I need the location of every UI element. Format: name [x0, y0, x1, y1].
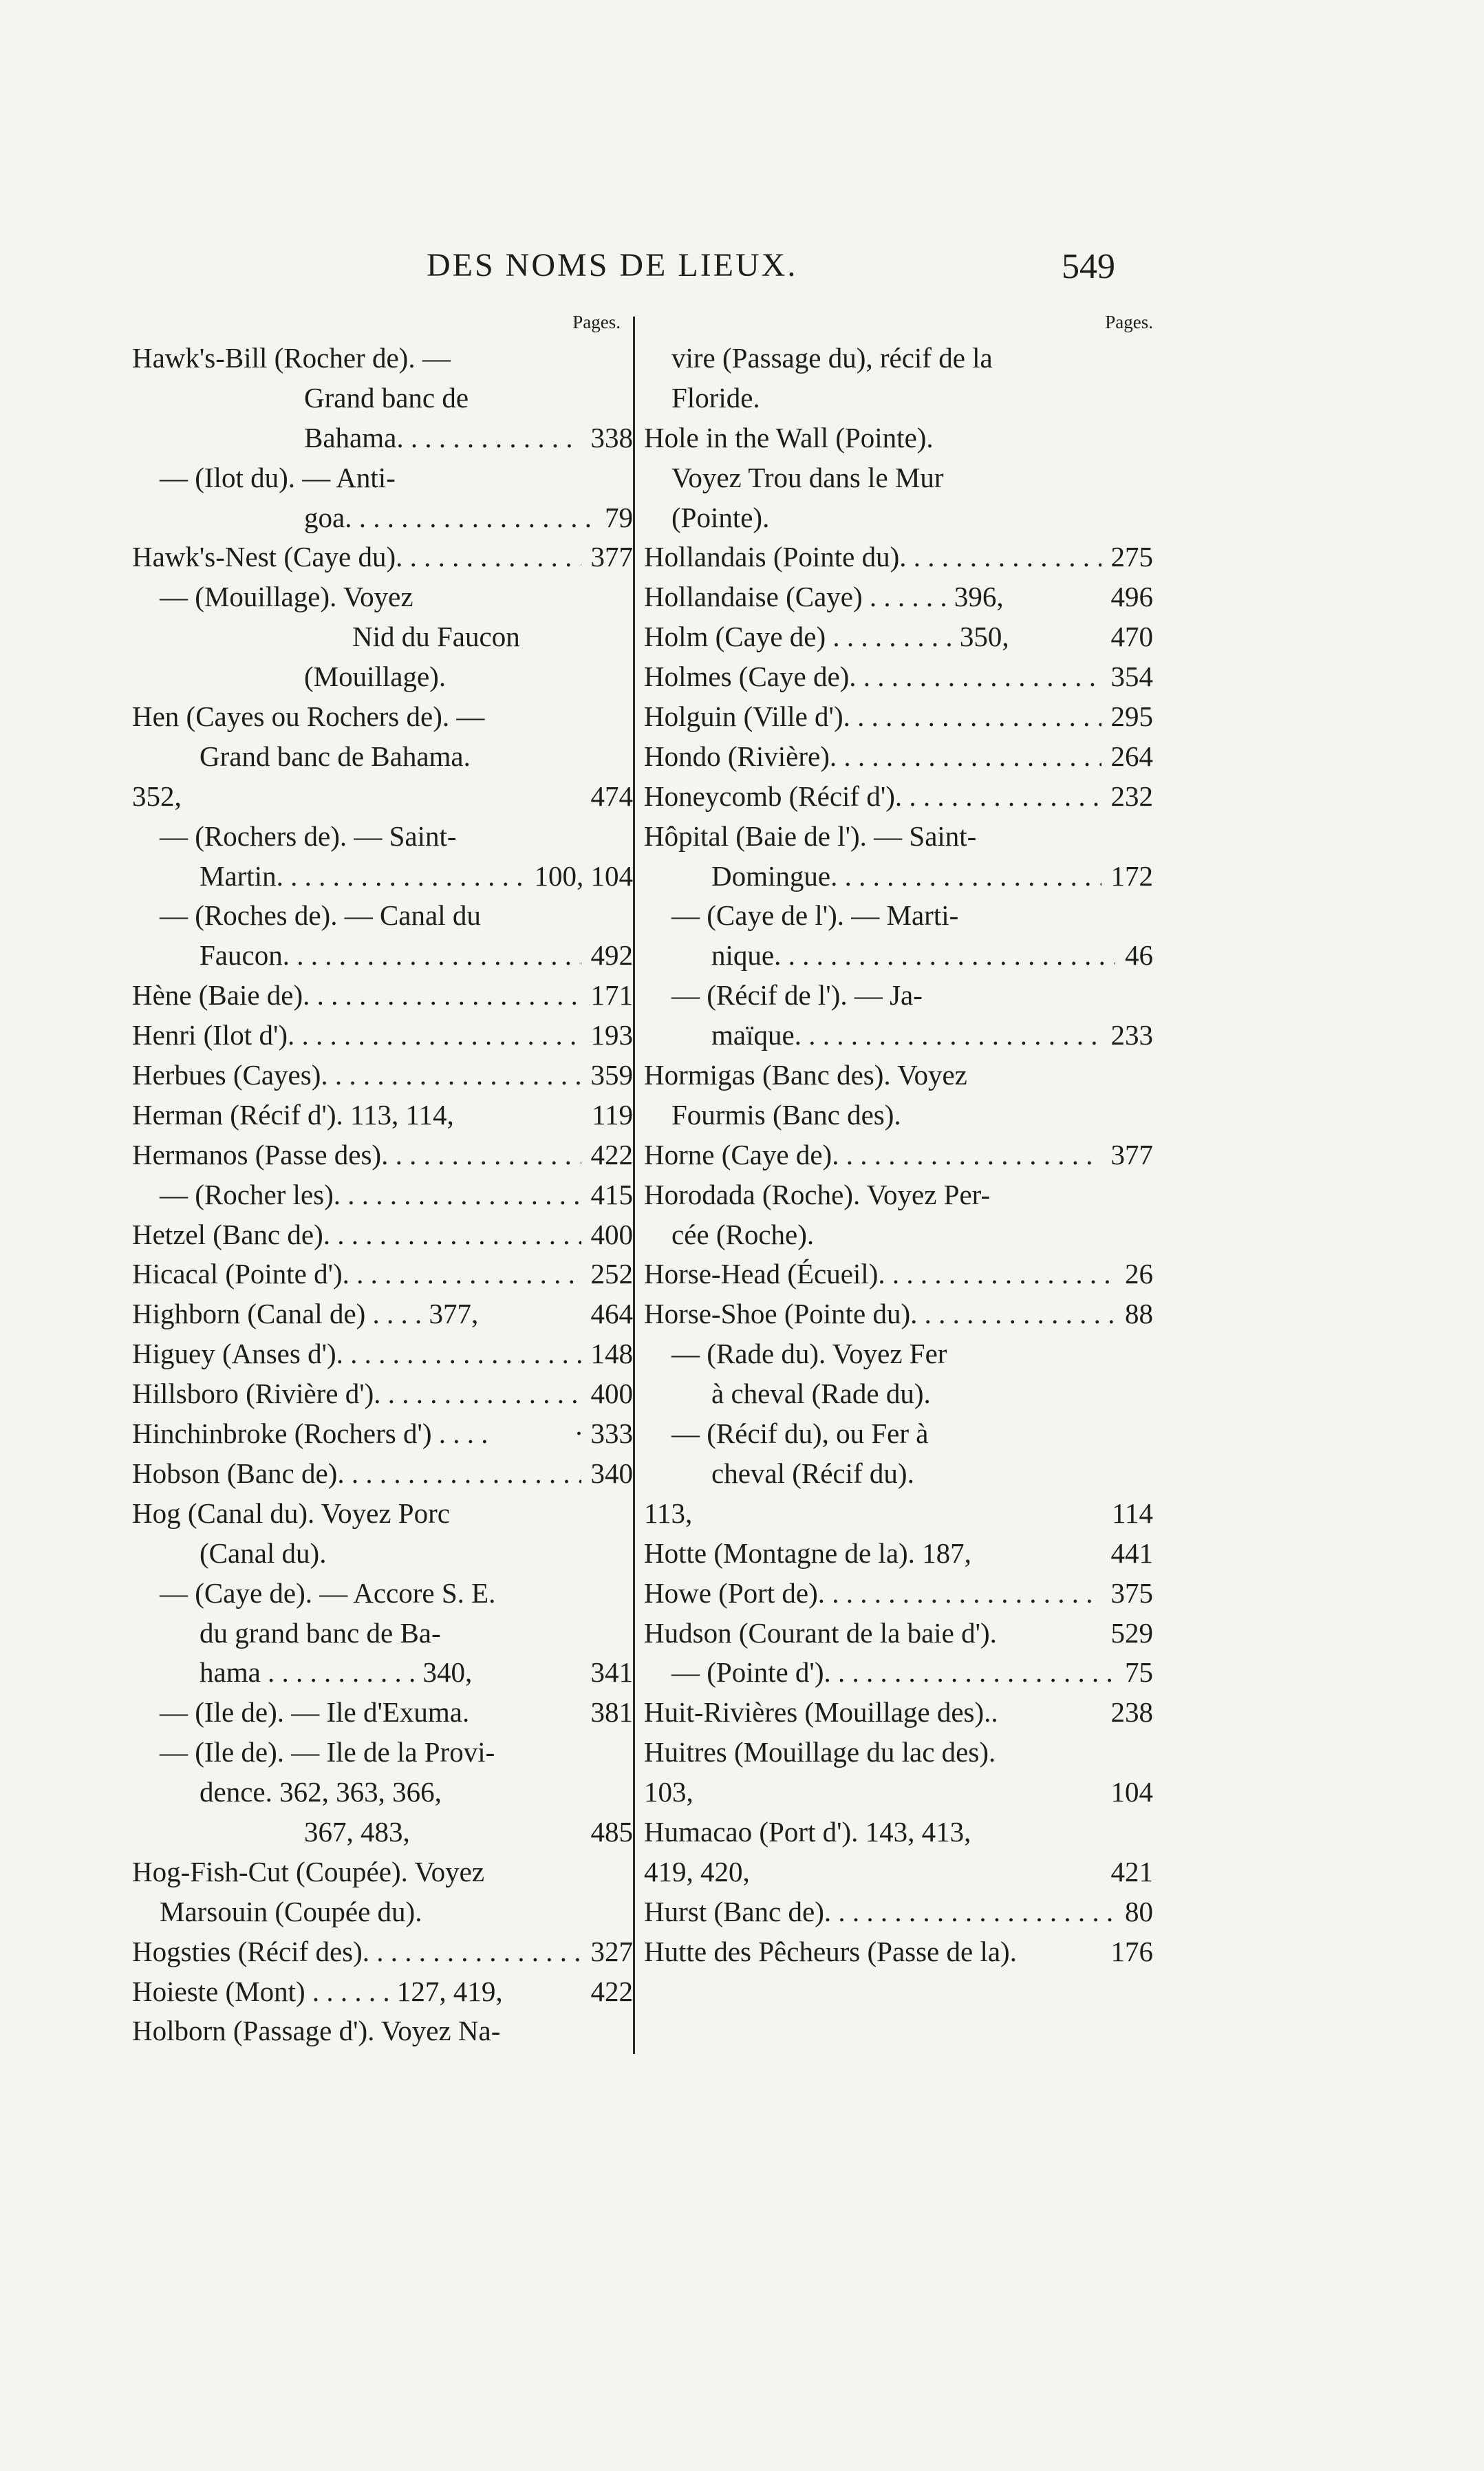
entry-page: 492 [590, 939, 633, 972]
entry-text: Hawk's-Bill (Rocher de). — [132, 342, 451, 374]
index-entry [644, 458, 1153, 498]
index-entry [132, 1653, 633, 1693]
index-entry [132, 1414, 633, 1454]
index-entry [132, 1693, 633, 1733]
index-entry [132, 418, 633, 458]
entry-text: Grand banc de Bahama. [200, 740, 471, 772]
entry-page: 148 [590, 1338, 633, 1370]
entry-text: Hudson (Courant de la baie d'). [644, 1616, 997, 1649]
entry-page: 474 [590, 780, 633, 812]
entry-page: 421 [1110, 1855, 1153, 1887]
entry-text: Hog (Canal du). Voyez Porc [132, 1497, 450, 1529]
index-entry [644, 777, 1153, 817]
index-entry [132, 817, 633, 857]
dot-leader [830, 857, 1101, 897]
index-entry [644, 1574, 1153, 1614]
index-entry [132, 1254, 633, 1294]
dot-leader [277, 857, 525, 897]
entry-text: Nid du Faucon [352, 621, 520, 653]
entry-text: Hog-Fish-Cut (Coupée). Voyez [132, 1855, 485, 1887]
entry-text: 367, 483, [304, 1815, 410, 1848]
entry-text: — (Ilot du). — Anti- [160, 461, 396, 493]
entry-text: Hetzel (Banc de) [132, 1218, 323, 1250]
index-entry [132, 896, 633, 936]
entry-text: — (Roches de). — Canal du [160, 899, 481, 932]
entry-text: Horse-Head (Écueil) [644, 1258, 879, 1290]
dot-leader [374, 1374, 581, 1414]
entry-text: Martin [200, 859, 277, 892]
entry-text: nique [711, 939, 775, 972]
dot-leader [824, 1892, 1115, 1932]
entry-page: 375 [1110, 1576, 1153, 1609]
entry-text: Hotte (Montagne de la). 187, [644, 1537, 971, 1569]
index-entry [132, 498, 633, 538]
index-entry [644, 1534, 1153, 1574]
entry-page: 232 [1110, 780, 1153, 812]
entry-page: 233 [1110, 1019, 1153, 1051]
dot-leader [283, 936, 581, 976]
index-entry [644, 1733, 1153, 1773]
entry-text: Holmes (Caye de) [644, 661, 850, 693]
index-entry [644, 857, 1153, 897]
entry-text: Fourmis (Banc des). [671, 1098, 901, 1131]
index-entry [132, 1374, 633, 1414]
index-entry [644, 1254, 1153, 1294]
entry-text: Higuey (Anses d') [132, 1338, 336, 1370]
entry-page: 415 [590, 1178, 633, 1210]
index-entry [644, 1016, 1153, 1056]
entry-text: Hicacal (Pointe d') [132, 1258, 343, 1290]
entry-text: maïque [711, 1019, 795, 1051]
entry-text: 352, [132, 780, 182, 812]
entry-text: vire (Passage du), récif de la [671, 342, 993, 374]
entry-text: Bahama [304, 421, 397, 453]
entry-page: 340 [590, 1457, 633, 1489]
entry-text: Hutte des Pêcheurs (Passe de la). [644, 1935, 1017, 1967]
index-entry [644, 418, 1153, 458]
entry-page: 104 [1110, 1776, 1153, 1808]
entry-text: Highborn (Canal de) . . . . 377, [132, 1298, 479, 1330]
left-column [132, 308, 633, 2051]
index-entry [132, 1932, 633, 1972]
entry-text: — (Pointe d') [671, 1656, 824, 1689]
index-entry [132, 1773, 633, 1812]
entry-text: (Pointe). [671, 501, 770, 533]
index-entry [132, 1614, 633, 1654]
entry-page: 359 [590, 1059, 633, 1091]
entry-page: 470 [1110, 621, 1153, 653]
entry-page: 529 [1110, 1616, 1153, 1649]
dot-leader [323, 1215, 581, 1255]
dot-leader [824, 1653, 1115, 1693]
index-entry [132, 936, 633, 976]
index-entry [132, 577, 633, 617]
entry-text: Hoieste (Mont) . . . . . . 127, 419, [132, 1975, 503, 2007]
entry-page: 400 [590, 1218, 633, 1250]
index-entry [132, 697, 633, 737]
entry-page: 381 [590, 1696, 633, 1729]
entry-page: 341 [590, 1656, 633, 1689]
index-entry [132, 1852, 633, 1892]
pages-heading-left [132, 308, 633, 339]
entry-text: Faucon [200, 939, 283, 972]
entry-page: 119 [592, 1098, 633, 1131]
entry-text: Hole in the Wall (Pointe). [644, 421, 934, 453]
index-entry [132, 1733, 633, 1773]
index-entry [132, 1574, 633, 1614]
index-entry [132, 777, 633, 817]
index-entry [644, 976, 1153, 1016]
entry-text: Hène (Baie de) [132, 979, 303, 1012]
index-entry [644, 1135, 1153, 1175]
entry-text: Hondo (Rivière) [644, 740, 830, 772]
entry-text: — (Rocher les) [160, 1178, 334, 1210]
entry-text: Hermanos (Passe des) [132, 1138, 382, 1170]
index-entry [644, 577, 1153, 617]
entry-page: 172 [1110, 859, 1153, 892]
dot-leader [899, 537, 1101, 577]
entry-text: Huitres (Mouillage du lac des). [644, 1736, 996, 1768]
entry-text: Holborn (Passage d'). Voyez Na- [132, 2015, 501, 2047]
column-divider [633, 317, 635, 2054]
index-entry [644, 817, 1153, 857]
index-entry [132, 617, 633, 657]
entry-text: Herman (Récif d'). 113, 114, [132, 1098, 454, 1131]
index-entry [132, 1892, 633, 1932]
entry-text: dence. 362, 363, 366, [200, 1776, 442, 1808]
entry-text: Hawk's-Nest (Caye du) [132, 541, 396, 573]
entry-text: Marsouin (Coupée du). [160, 1895, 422, 1927]
entry-page: 100, 104 [534, 859, 633, 892]
entry-text: hama . . . . . . . . . . . 340, [200, 1656, 473, 1689]
dot-leader [795, 1016, 1101, 1056]
index-entry [644, 1494, 1153, 1534]
index-entry [644, 657, 1153, 697]
entry-text: — (Récif de l'). — Ja- [671, 979, 923, 1012]
index-entry [132, 1812, 633, 1852]
entry-page: 496 [1110, 581, 1153, 613]
index-entry [644, 1812, 1153, 1852]
entry-page: 252 [590, 1258, 633, 1290]
entry-text: Horne (Caye de) [644, 1138, 832, 1170]
entry-text: Hollandais (Pointe du) [644, 541, 900, 573]
dot-leader [774, 936, 1115, 976]
entry-text: — (Récif du), ou Fer à [671, 1418, 929, 1450]
entry-page: 327 [590, 1935, 633, 1967]
entry-text: (Canal du). [200, 1537, 327, 1569]
entry-page: 464 [590, 1298, 633, 1330]
index-entry [132, 537, 633, 577]
pages-label: Pages. [572, 312, 621, 332]
entry-text: Hobson (Banc de) [132, 1457, 338, 1489]
dot-leader [343, 1254, 581, 1294]
pages-label: Pages. [1105, 312, 1153, 332]
entry-text: goa [304, 501, 345, 533]
entry-page: 275 [1110, 541, 1153, 573]
index-entry [644, 1892, 1153, 1932]
index-entry [132, 1016, 633, 1056]
entry-page: 338 [590, 421, 633, 453]
dot-leader [396, 537, 581, 577]
index-entry [132, 1334, 633, 1374]
entry-text: Honeycomb (Récif d') [644, 780, 895, 812]
dot-leader [381, 1135, 581, 1175]
entry-text: Hen (Cayes ou Rochers de). — [132, 700, 485, 733]
entry-text: (Mouillage). [304, 661, 447, 693]
entry-text: — (Ile de). — Ile d'Exuma. [160, 1696, 470, 1729]
entry-text: cée (Roche). [671, 1218, 815, 1250]
entry-page: 377 [1110, 1138, 1153, 1170]
index-entry [644, 1215, 1153, 1255]
dot-leader [321, 1056, 581, 1095]
entry-page: 422 [590, 1975, 633, 2007]
entry-page: 79 [605, 501, 633, 533]
dot-leader [337, 1454, 581, 1494]
entry-page: 176 [1110, 1935, 1153, 1967]
index-entry [644, 1614, 1153, 1654]
entry-page: 485 [590, 1815, 633, 1848]
dot-leader [832, 1135, 1101, 1175]
entry-page: 88 [1125, 1298, 1153, 1330]
entry-text: Hormigas (Banc des). Voyez [644, 1059, 967, 1091]
dot-leader [830, 737, 1101, 777]
dot-leader [303, 976, 581, 1016]
index-entry [132, 657, 633, 697]
entry-text: 113, [644, 1497, 693, 1529]
index-entry [132, 1135, 633, 1175]
index-entry [644, 1294, 1153, 1334]
entry-text: Hinchinbroke (Rochers d') . . . . [132, 1418, 488, 1450]
entry-text: Henri (Ilot d') [132, 1019, 288, 1051]
entry-text: Horse-Shoe (Pointe du) [644, 1298, 911, 1330]
index-entry [644, 737, 1153, 777]
entry-text: Humacao (Port d'). 143, 413, [644, 1815, 971, 1848]
pages-heading-right [644, 308, 1153, 339]
index-entry [644, 1374, 1153, 1414]
entry-text: — (Rochers de). — Saint- [160, 820, 457, 852]
index-entry [132, 1534, 633, 1574]
entry-page: 171 [590, 979, 633, 1012]
index-entry [644, 1414, 1153, 1454]
page-header [0, 246, 1484, 295]
entry-text: Horodada (Roche). Voyez Per- [644, 1178, 991, 1210]
index-entry [132, 737, 633, 777]
dot-leader [363, 1932, 581, 1972]
index-entry [644, 697, 1153, 737]
entry-text: Huit-Rivières (Mouillage des).. [644, 1696, 998, 1729]
entry-page: 441 [1110, 1537, 1153, 1569]
index-entry [132, 1095, 633, 1135]
entry-text: à cheval (Rade du). [711, 1378, 931, 1410]
entry-page: 238 [1110, 1696, 1153, 1729]
index-entry [644, 1773, 1153, 1812]
index-entry [644, 1454, 1153, 1494]
index-entry [644, 1175, 1153, 1215]
index-entry [132, 976, 633, 1016]
dot-leader [396, 418, 581, 458]
dot-leader [849, 657, 1101, 697]
index-entry [644, 378, 1153, 418]
dot-leader [910, 1294, 1115, 1334]
dot-leader [336, 1334, 581, 1374]
entry-page: 354 [1110, 661, 1153, 693]
entry-text: Herbues (Cayes) [132, 1059, 321, 1091]
entry-text: cheval (Récif du). [711, 1457, 914, 1489]
entry-text: du grand banc de Ba- [200, 1616, 441, 1649]
entry-text: — (Caye de l'). — Marti- [671, 899, 959, 932]
index-entry [644, 1932, 1153, 1972]
entry-text: — (Caye de). — Accore S. E. [160, 1576, 496, 1609]
entry-text: Hillsboro (Rivière d') [132, 1378, 374, 1410]
entry-page: 295 [1110, 700, 1153, 733]
dot-leader [818, 1574, 1101, 1614]
dot-leader [878, 1254, 1115, 1294]
index-entry [644, 498, 1153, 538]
index-entry [644, 896, 1153, 936]
index-entry [132, 1056, 633, 1095]
dot-leader [334, 1175, 581, 1215]
entry-page: 264 [1110, 740, 1153, 772]
entry-page: 114 [1112, 1497, 1153, 1529]
entry-text: Holguin (Ville d') [644, 700, 843, 733]
entry-text: 419, 420, [644, 1855, 750, 1887]
index-entry [132, 1215, 633, 1255]
entry-page: 75 [1125, 1656, 1153, 1689]
index-entry [644, 537, 1153, 577]
entry-text: — (Mouillage). Voyez [160, 581, 413, 613]
index-entry [644, 617, 1153, 657]
entry-text: Howe (Port de) [644, 1576, 818, 1609]
index-entry [644, 1693, 1153, 1733]
running-title: DES NOMS DE LIEUX. [427, 247, 798, 284]
index-entry [644, 1852, 1153, 1892]
index-entry [644, 339, 1153, 378]
index-entry [132, 1454, 633, 1494]
entry-text: Domingue [711, 859, 831, 892]
index-entry [132, 1294, 633, 1334]
entry-page: 26 [1125, 1258, 1153, 1290]
entry-page: 80 [1125, 1895, 1153, 1927]
entry-text: Hôpital (Baie de l'). — Saint- [644, 820, 977, 852]
dot-leader [843, 697, 1101, 737]
entry-page: 193 [590, 1019, 633, 1051]
index-entry [132, 2011, 633, 2051]
entry-page: · 333 [574, 1418, 633, 1450]
entry-text: — (Ile de). — Ile de la Provi- [160, 1736, 495, 1768]
dot-leader [345, 498, 595, 538]
entry-page: 377 [590, 541, 633, 573]
entry-page: 400 [590, 1378, 633, 1410]
entry-page: 422 [590, 1138, 633, 1170]
index-entry [132, 1494, 633, 1534]
index-entry [132, 378, 633, 418]
entry-text: Holm (Caye de) . . . . . . . . . 350, [644, 621, 1009, 653]
entry-text: Grand banc de [304, 381, 469, 414]
entry-text: 103, [644, 1776, 693, 1808]
dot-leader [895, 777, 1101, 817]
index-entry [644, 1653, 1153, 1693]
dot-leader [288, 1016, 581, 1056]
index-entry [132, 339, 633, 378]
index-entry [644, 1056, 1153, 1095]
entry-text: — (Rade du). Voyez Fer [671, 1338, 947, 1370]
entry-page: 46 [1125, 939, 1153, 972]
index-entry [644, 1095, 1153, 1135]
entry-text: Floride. [671, 381, 760, 414]
index-entry [132, 1175, 633, 1215]
entry-text: Hollandaise (Caye) . . . . . . 396, [644, 581, 1004, 613]
entry-text: Voyez Trou dans le Mur [671, 461, 944, 493]
page-number: 549 [1062, 247, 1115, 286]
index-entry [132, 857, 633, 897]
index-entry [644, 1334, 1153, 1374]
entry-text: Hogsties (Récif des) [132, 1935, 363, 1967]
index-entry [132, 458, 633, 498]
index-entry [644, 936, 1153, 976]
right-column [644, 308, 1153, 1972]
entry-text: Hurst (Banc de) [644, 1895, 824, 1927]
index-entry [132, 1972, 633, 2012]
